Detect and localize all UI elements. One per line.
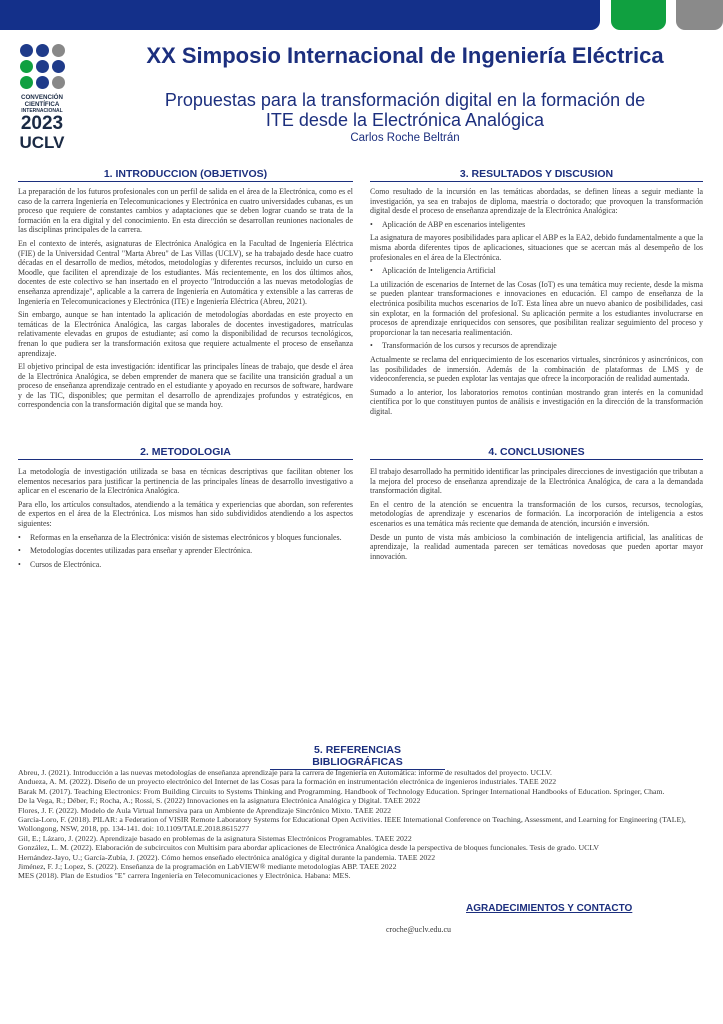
results-paragraph: Sumado a lo anterior, los laboratorios remotos continúan mostrando gran interés en la comunidad científica por lo que constituyen puntos de análisis e investigación en la dirección de la transformación digital. [370,387,703,416]
results-paragraph: La asignatura de mayores posibilidades para aplicar el ABP es la EA2, debido fundamentalmente a que la misma aborda diferentes tipos de aplicaciones, situaciones que se acercan más al desempeño de los profesionales en el área de la Electrónica. [370,233,703,262]
reference-item: García-Loro, F. (2018). PILAR: a Federation of VISIR Remote Laboratory Systems for Educational Open Activities. IEEE International Conference on Teaching, Assessment, and Learning for Engineering (TALE), Wollongong, NSW, 2018, pp. 134-141. doi: 10.1109/TALE.2018.8615277 [18,815,686,834]
reference-item: Flores, J. F. (2022). Modelo de Aula Virtual Inmersiva para un Ambiente de Aprendizaje Sincrónico Mixto. TAEE 2022 [18,805,392,815]
results-paragraph: Como resultado de la incursión en las temáticas abordadas, se definen líneas a seguir mediante la investigación, ya sea en trabajos de diploma, maestría o doctorado; que provoquen la transformación digital desde el proceso de enseñanza aprendizaje de la Electrónica Analógica: [370,187,703,216]
section-methodology [18,467,353,573]
bullet-dot-icon: • [18,559,21,569]
reference-item: González, L. M. (2022). Elaboración de subcircuitos con Multisim para abordar aplicaciones de Electrónica Analógica desde la perspectiva de bloques funcionales. Tesis de grado. UCLV [18,843,600,853]
results-bullet-text: Aplicación de ABP en escenarios inteligentes [382,219,526,229]
method-bullet [18,560,353,570]
method-bullet [18,533,353,543]
results-bullet-text: Aplicación de Inteligencia Artificial [382,266,496,276]
logo-dot [20,60,33,73]
poster-subtitle-line2: ITE desde la Electrónica Analógica [265,110,545,130]
poster-subtitle-line1: Propuestas para la transformación digital en la formación de [164,90,646,110]
conclusions-paragraph: Desde un punto de vista más ambicioso la combinación de inteligencia artificial, las analíticas de aprendizaje, la realidad aumentada parecen ser temáticas novedosas que pueden aportar mayor innovación. [370,532,703,561]
poster-subtitle [100,90,710,130]
conclusions-paragraph: El trabajo desarrollado ha permitido identificar las principales direcciones de investigación que tributan a la mejora del proceso de enseñanza aprendizaje de la Electrónica Analógica, de cara a la demandada transformación digital. [370,467,703,496]
acknowledgements-title: AGRADECIMIENTOS Y CONTACTO [466,903,633,914]
method-bullet-text: Metodologías docentes utilizadas para enseñar y aprender Electrónica. [30,546,253,556]
method-bullet-text: Cursos de Electrónica. [30,559,102,569]
intro-paragraph: Sin embargo, aunque se han intentado la aplicación de metodologías abordadas en este proyecto en temáticas de la Electrónica Analógica, las cargas laborales de docentes investigadores, matrículas relativamente elevadas en grupos de estudiante; así como la disponibilidad de recursos tecnológicos, frenan lo que pudiera ser la transformación exitosa que requiere actualmente el proceso de enseñanza aprendizaje. [18,310,353,358]
intro-paragraph: La preparación de los futuros profesionales con un perfil de salida en el área de la Electrónica, como es el caso de la carrera Ingeniería en Telecomunicaciones y Electrónica en cuatro universidades cubanas, es un proceso que requiere de constantes cambios y adaptaciones que se deben lograr cuando se trata de la formación en la era digital y del conocimiento. En esta dirección se desarrollan reuniones nacionales de las disciplinas principales de la carrera. [18,187,353,235]
header-tab-blue [543,0,600,30]
section-introduction [18,187,353,414]
poster-author: Carlos Roche Beltrán [350,132,460,144]
method-paragraph: Para ello, los artículos consultados, atendiendo a la temática y experiencias que abordan, son referentes de expertos en el área de la Electrónica. Los mismos han sido subdivididos atendiendo a los aspectos siguientes: [18,499,353,528]
reference-item: Abreu, J. (2021). Introducción a las nuevas metodologías de enseñanza aprendizaje para la carrera de Ingeniería en Automática: informe de resultados del proyecto. UCLV. [18,768,552,777]
reference-item: Hernández-Jayo, U.; García-Zubía, J. (2022). Cómo hemos enseñado electrónica analógica y digital durante la pandemia. TAEE 2022 [18,852,436,862]
logo-dot [20,76,33,89]
logo-dot [36,44,49,57]
logo-dot [52,76,65,89]
results-bullet [370,220,703,230]
bullet-dot-icon: • [18,546,21,556]
reference-item: Andueza, A. M. (2022). Diseño de un proyecto electrónico del Internet de las Cosas para la formación en instrumentación electrónica de ingenieros industriales. TAEE 2022 [18,777,557,787]
header-bar [0,0,585,30]
section-title-introduction: 1. INTRODUCCION (OBJETIVOS) [18,168,353,182]
method-paragraph: La metodología de investigación utilizada se basa en técnicas descriptivas que facilitan obtener los elementos necesarios para justificar la pertinencia de las principales líneas de desarrollo investigativo a aplicar en el escenario de la Electrónica Analógica. [18,467,353,496]
header-tab-green [611,0,666,30]
section-title-methodology: 2. METODOLOGIA [18,446,353,460]
results-bullet-text: Transformación de los cursos y recursos de aprendizaje [382,341,557,351]
contact-email: croche@uclv.edu.cu [386,925,452,934]
header-tab-gray [676,0,723,30]
logo-dot-grid [20,44,66,90]
convention-logo [14,44,70,154]
logo-dot [36,76,49,89]
bullet-dot-icon: • [18,532,21,542]
logo-line3: INTERNACIONAL [21,108,63,114]
logo-dot [52,44,65,57]
bullet-dot-icon: • [370,219,373,229]
section-title-conclusions: 4. CONCLUSIONES [370,446,703,460]
logo-dot [36,60,49,73]
logo-dot [52,60,65,73]
logo-dot [20,44,33,57]
reference-item: Jiménez, F. J.; Lopez, S. (2022). Enseñanza de la programación en LabVIEW® mediante metodologías ABP. TAEE 2022 [18,862,397,872]
results-bullet [370,341,703,351]
reference-item: Barak M. (2017). Teaching Electronics: From Building Circuits to Systems Thinking and Programming. Handbook of Technology Education. Springer International Handbooks of Education. Springer, Cham. [18,786,665,796]
intro-paragraph: El objetivo principal de esta investigación: identificar las principales líneas de trabajo, que desde el área de la Electrónica Analógica, se deben emprender de manera que se facilite una transición gradual a un proceso de enseñanza aprendizaje centrado en el estudiante y apoyado en recursos de software, hardware y de las TIC, disponibles; que permitan el desarrollo de aprendizajes profundos y estratégicos, en correspondencia con la transformación digital que se manda hoy. [18,362,353,410]
intro-paragraph: En el contexto de interés, asignaturas de Electrónica Analógica en la Facultad de Ingeniería Eléctrica (FIE) de la Universidad Central "Marta Abreu" de Las Villas (UCLV), se ha trabajado desde hace cuatro décadas en el desarrollo de medios, métodos, metodologías y diferentes recursos, incluido un curso en Moodle, que faciliten el aprendizaje de los estudiantes. Más recientemente, en los dos últimos años, docentes de este colectivo se han insertado en el proyecto "Introducción a las nuevas metodologías de enseñanza aprendizaje", aplicable a la carrera de Ingeniería en Automática y extensible a las carreras de Ingeniería en Telecomunicaciones y Electrónica (ITE) e Ingeniería Eléctrica (Abreu, 2021). [18,238,353,306]
logo-org: UCLV [19,133,65,152]
logo-line2: CIENTÍFICA [24,101,60,108]
section-results [370,187,703,420]
section-conclusions [370,467,703,565]
bullet-dot-icon: • [370,266,373,276]
bullet-dot-icon: • [370,341,373,351]
reference-item: Gil, E.; Lázaro, J. (2022). Aprendizaje basado en problemas de la asignatura Sistemas Electrónicos Programables. TAEE 2022 [18,833,412,843]
results-paragraph: Actualmente se reclama del enriquecimiento de los escenarios virtuales, sincrónicos y asincrónicos, con las posibilidades de inmersión. Además de la combinación de plataformas de LMS y de videoconferencia, se pueden explotar las ventajas que ofrece la incorporación de realidad aumentada. [370,354,703,384]
logo-year: 2023 [20,113,64,134]
conclusions-paragraph: En el centro de la atención se encuentra la transformación de los cursos, recursos, tecnologías, metodologías de aprendizaje y escenarios de formación. La incorporación de inteligencia a estos escenarios es una temática más reciente que demanda de atención, incursión e inversión. [370,499,703,528]
reference-item: MES (2018). Plan de Estudios "E" carrera Ingeniería en Telecomunicaciones y Electrónica. Habana: MES. [18,871,351,881]
references-list [18,768,703,881]
reference-item: De la Vega, R.; Déber, F.; Rocha, A.; Rossi, S. (2022) Innovaciones en la asignatura Electrónica Analógica y Digital. TAEE 2022 [18,796,421,806]
results-paragraph: La utilización de escenarios de Internet de las Cosas (IoT) es una temática muy reciente, desde la misma se pueden plantear transformaciones e innovaciones en educación. El campo de enseñanza de la electrónica posibilita muchos escenarios de IoT. Esta línea abre un nuevo abanico de posibilidades, casi sin explotar, en la formación del profesional. Su aplicación permite a los estudiantes involucrarse en procesos de aprendizaje enriquecidos con sensores, que posibilitan realizar seguimiento del proceso y proporcionar la tan necesaria realimentación. [370,279,703,337]
logo-line1: CONVENCIÓN [21,94,63,101]
method-bullet [18,546,353,556]
results-bullet [370,266,703,276]
method-bullet-text: Reformas en la enseñanza de la Electrónica: visión de sistemas electrónicos y bloques funcionales. [30,532,342,542]
poster-title: XX Simposio Internacional de Ingeniería Eléctrica [146,43,664,68]
section-title-references: 5. REFERENCIAS BIBLIOGRÁFICAS [270,744,445,770]
section-title-results: 3. RESULTADOS Y DISCUSION [370,168,703,182]
